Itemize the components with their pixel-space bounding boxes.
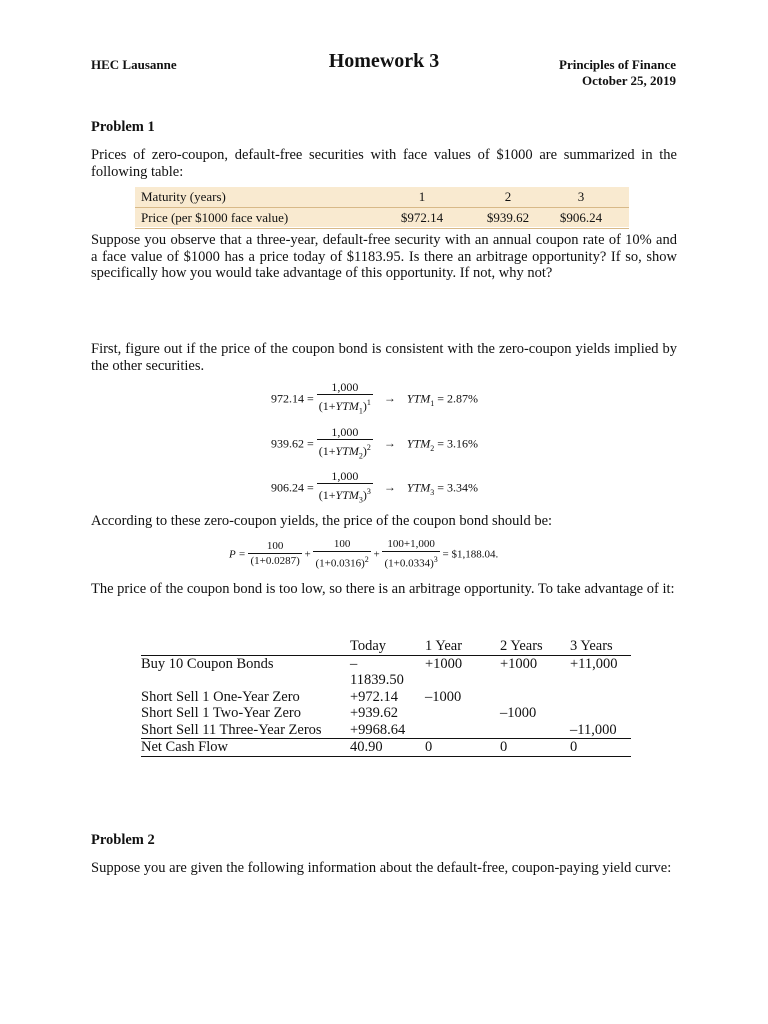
cell-year1 (425, 722, 500, 739)
cell-year2: –1000 (500, 705, 537, 721)
header-institution: HEC Lausanne (91, 57, 177, 72)
problem2-heading: Problem 2 (91, 832, 155, 848)
result-variable: YTM (406, 391, 431, 406)
fraction-numerator: 100 (333, 538, 351, 550)
den-variable: YTM (335, 399, 359, 413)
den-subscript: 2 (358, 451, 363, 461)
arbitrage-conclusion: The price of the coupon bond is too low, so there is an arbitrage opportunity. To take advantage of it: (91, 581, 675, 597)
arbitrage-table (141, 638, 631, 757)
fraction (313, 538, 370, 572)
fraction-denominator (382, 551, 439, 572)
result-value: = 3.16% (437, 436, 478, 451)
cell-year1: 0 (425, 739, 500, 757)
cell-year2 (500, 672, 570, 689)
price-cell: $906.24 (559, 210, 603, 225)
table-row (141, 689, 631, 706)
ytm-equation-1 (271, 381, 478, 418)
cell-today: – (350, 655, 358, 672)
result-variable: YTM (406, 480, 431, 495)
maturity-cell: 3 (577, 189, 585, 204)
maturity-cell: 2 (504, 189, 512, 204)
cell-year3: +11,000 (570, 655, 618, 672)
cell-year1 (425, 672, 500, 689)
header-cell (141, 638, 350, 655)
fraction (382, 538, 439, 572)
den-close: ) (362, 488, 367, 502)
den-subscript: 3 (358, 495, 363, 505)
den-open: (1+ (318, 488, 336, 502)
price-lhs: P = (229, 548, 246, 561)
maturity-label: Maturity (years) (141, 189, 226, 204)
arrow-icon: → (383, 391, 396, 406)
table-row (141, 655, 631, 672)
fraction-numerator: 1,000 (331, 425, 359, 439)
problem1-intro: Prices of zero-coupon, default-free securities with face values of $1000 are summarized in the following table: (91, 147, 677, 180)
den-variable: YTM (335, 444, 359, 458)
fraction (317, 381, 373, 418)
answer-intro: First, figure out if the price of the coupon bond is consistent with the zero-coupon yields implied by the other securities. (91, 341, 677, 374)
cell-today: +9968.64 (350, 721, 406, 738)
result-subscript: 1 (430, 398, 435, 408)
cell-today: 11839.50 (350, 672, 404, 688)
result-subscript: 2 (430, 443, 435, 453)
den-exponent: 3 (433, 555, 438, 564)
maturity-cell: 1 (418, 189, 426, 204)
problem2-text: Suppose you are given the following information about the default-free, coupon-paying yield curve: (91, 860, 672, 876)
arrow-icon: → (383, 436, 396, 451)
fraction (317, 426, 373, 463)
fraction (248, 540, 301, 569)
row-label: Short Sell 1 Two-Year Zero (141, 705, 301, 721)
den-open: (1+ (318, 399, 336, 413)
fraction-denominator: (1+0.0287) (250, 555, 300, 568)
den-exponent: 1 (366, 398, 371, 407)
cell-year1 (425, 705, 500, 722)
fraction-numerator: 1,000 (331, 469, 359, 483)
result-subscript: 3 (430, 487, 435, 497)
equation-lhs: 939.62 = (271, 436, 314, 451)
den-base: (1+0.0334) (384, 557, 434, 570)
fraction-numerator: 100 (266, 540, 284, 553)
row-label: Buy 10 Coupon Bonds (141, 655, 274, 672)
header-cell: Today (350, 638, 425, 655)
header-date: October 25, 2019 (582, 73, 676, 88)
price-cell: $939.62 (486, 210, 530, 225)
cell-year1: +1000 (425, 655, 463, 672)
result-variable: YTM (406, 436, 431, 451)
row-label (141, 672, 350, 689)
cell-year3: –11,000 (570, 721, 617, 738)
cell-year3: 0 (570, 739, 631, 757)
problem1-heading: Problem 1 (91, 119, 155, 135)
header-course: Principles of Finance (559, 57, 676, 72)
table-row (141, 672, 631, 689)
plus-sign: + (373, 548, 380, 561)
fraction-numerator: 1,000 (331, 380, 359, 394)
den-open: (1+ (318, 444, 336, 458)
arrow-icon: → (383, 480, 396, 495)
cell-year1: –1000 (425, 688, 462, 705)
ytm-equation-2 (271, 426, 478, 463)
price-result: = $1,188.04. (442, 548, 499, 561)
fraction-denominator (317, 483, 373, 507)
price-label: Price (per $1000 face value) (141, 210, 289, 225)
cell-year3 (570, 705, 631, 722)
zero-table-maturity-row (135, 187, 629, 207)
result-value: = 3.34% (437, 480, 478, 495)
cell-year3 (570, 672, 631, 689)
den-exponent: 3 (366, 487, 371, 496)
cell-year2 (500, 689, 570, 706)
coupon-price-equation (229, 538, 498, 572)
price-intro: According to these zero-coupon yields, the price of the coupon bond should be: (91, 513, 553, 529)
cell-year2 (500, 722, 570, 739)
den-exponent: 2 (366, 443, 371, 452)
den-exponent: 2 (364, 555, 369, 564)
cell-today: 40.90 (350, 739, 425, 757)
net-cash-flow-row (141, 739, 631, 757)
price-cell: $972.14 (400, 210, 444, 225)
table-header-row (141, 638, 631, 655)
zero-coupon-table (135, 187, 629, 227)
row-label: Short Sell 1 One-Year Zero (141, 688, 300, 705)
table-row (141, 722, 631, 739)
row-label: Short Sell 11 Three-Year Zeros (141, 721, 322, 738)
fraction-denominator (317, 394, 373, 418)
den-close: ) (362, 444, 367, 458)
header-cell: 2 Years (500, 638, 570, 655)
cell-today: +939.62 (350, 705, 399, 721)
table-row (141, 705, 631, 722)
cell-year2: +1000 (500, 655, 538, 672)
row-label: Net Cash Flow (141, 739, 350, 757)
fraction (317, 470, 373, 507)
fraction-denominator (313, 551, 370, 572)
cell-year2: 0 (500, 739, 570, 757)
zero-table-price-row (135, 207, 629, 229)
document-title: Homework 3 (328, 50, 440, 72)
fraction-numerator: 100+1,000 (387, 538, 435, 550)
header-cell: 1 Year (425, 638, 500, 655)
den-variable: YTM (335, 488, 359, 502)
ytm-equation-3 (271, 470, 478, 507)
den-close: ) (362, 399, 367, 413)
equation-lhs: 906.24 = (271, 480, 314, 495)
cell-year3 (570, 689, 631, 706)
fraction-denominator (317, 439, 373, 463)
plus-sign: + (304, 548, 311, 561)
header-cell: 3 Years (570, 638, 631, 655)
den-subscript: 1 (358, 406, 363, 416)
header-course-date (559, 57, 676, 89)
problem1-question: Suppose you observe that a three-year, default-free security with an annual coupon rate of 10% and a face value of $1000 has a price today of $1183.95. Is there an arbitrage opportunity? If so, show specifically how you would take advantage of this opportunity. If not, why not? (91, 232, 677, 281)
result-value: = 2.87% (437, 391, 478, 406)
equation-lhs: 972.14 = (271, 391, 314, 406)
cell-today: +972.14 (350, 688, 399, 705)
den-base: (1+0.0316) (315, 557, 365, 570)
